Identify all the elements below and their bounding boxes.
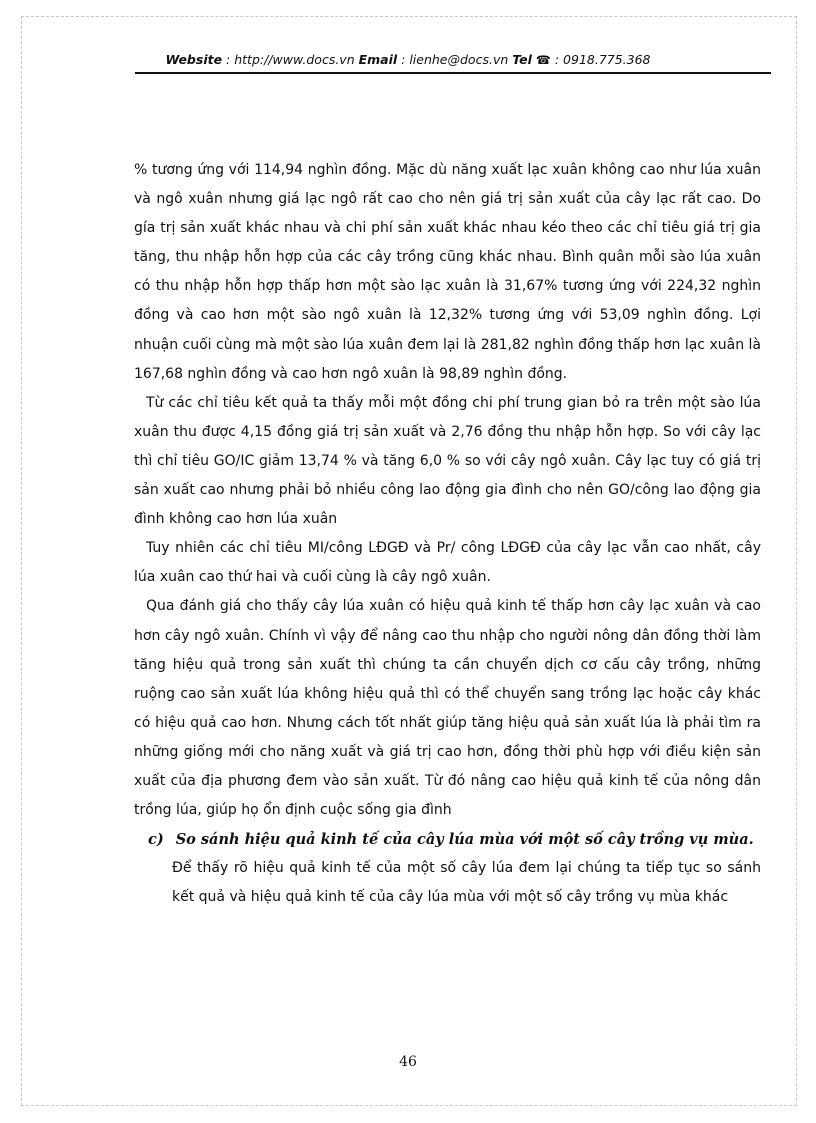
- section-title: So sánh hiệu quả kinh tế của cây lúa mùa với một số cây trồng vụ mùa.: [175, 831, 754, 849]
- email-label: Email: [358, 52, 398, 67]
- website-value[interactable]: : http://www.docs.vn: [222, 52, 359, 67]
- email-value[interactable]: : lienhe@docs.vn: [397, 52, 513, 67]
- section-label: c): [148, 831, 164, 849]
- section-heading: [148, 825, 761, 854]
- tel-label: Tel: [512, 52, 532, 67]
- section-paragraph: Để thấy rõ hiệu quả kinh tế của một số cây lúa đem lại chúng ta tiếp tục so sánh kết quả và hiệu quả kinh tế của cây lúa mùa với một số cây trồng vụ mùa khác: [172, 860, 761, 906]
- paragraph: % tương ứng với 114,94 nghìn đồng. Mặc dù năng xuất lạc xuân không cao như lúa xuân và ngô xuân nhưng giá lạc ngô rất cao cho nên giá trị sản xuất của cây lạc rất cao. Do gía trị sản xuất khác nhau và chi phí sản xuất khác nhau kéo theo các chỉ tiêu giá trị gia tăng, thu nhập hỗn hợp của các cây trồng cũng khác nhau. Bình quân mỗi sào lúa xuân có thu nhập hỗn hợp thấp hơn một sào lạc xuân là 31,67% tương ứng với 224,32 nghìn đồng và cao hơn một sào ngô xuân là 12,32% tương ứng với 53,09 nghìn đồng. Lợi nhuận cuối cùng mà một sào lúa xuân đem lại là 281,82 nghìn đồng thấp hơn lạc xuân là 167,68 nghìn đồng và cao hơn ngô xuân là 98,89 nghìn đồng.: [134, 162, 761, 382]
- paragraph: Tuy nhiên các chỉ tiêu MI/công LĐGĐ và Pr/ công LĐGĐ của cây lạc vẫn cao nhất, cây lúa xuân cao thứ hai và cuối cùng là cây ngô xuân.: [134, 540, 761, 586]
- page-header: [0, 52, 816, 67]
- document-body: [134, 156, 761, 912]
- phone-icon: ☎: [535, 53, 551, 67]
- paragraph: Qua đánh giá cho thấy cây lúa xuân có hiệu quả kinh tế thấp hơn cây lạc xuân và cao hơn cây ngô xuân. Chính vì vậy để nâng cao thu nhập cho người nông dân đồng thời làm tăng hiệu quả trong sản xuất thì chúng ta cần chuyển dịch cơ cấu cây trồng, những ruộng cao sản xuất lúa không hiệu quả thì có thể chuyển sang trồng lạc hoặc cây khác có hiệu quả cao hơn. Nhưng cách tốt nhất giúp tăng hiệu quả sản xuất lúa là phải tìm ra những giống mới cho năng xuất và giá trị cao hơn, đồng thời phù hợp với điều kiện sản xuất của địa phương đem vào sản xuất. Từ đó nâng cao hiệu quả kinh tế của nông dân trồng lúa, giúp họ ổn định cuộc sống gia đình: [134, 598, 761, 819]
- tel-value: : 0918.775.368: [550, 52, 651, 67]
- website-label: Website: [165, 52, 223, 67]
- paragraph: Từ các chỉ tiêu kết quả ta thấy mỗi một đồng chi phí trung gian bỏ ra trên một sào lúa xuân thu được 4,15 đồng giá trị sản xuất và 2,76 đồng thu nhập hỗn hợp. So với cây lạc thì chỉ tiêu GO/IC giảm 13,74 % và tăng 6,0 % so với cây ngô xuân. Cây lạc tuy có giá trị sản xuất cao nhưng phải bỏ nhiều công lao động gia đình cho nên GO/công lao động gia đình không cao hơn lúa xuân: [134, 394, 761, 528]
- header-rule: [135, 72, 771, 74]
- page-number: 46: [399, 1054, 417, 1070]
